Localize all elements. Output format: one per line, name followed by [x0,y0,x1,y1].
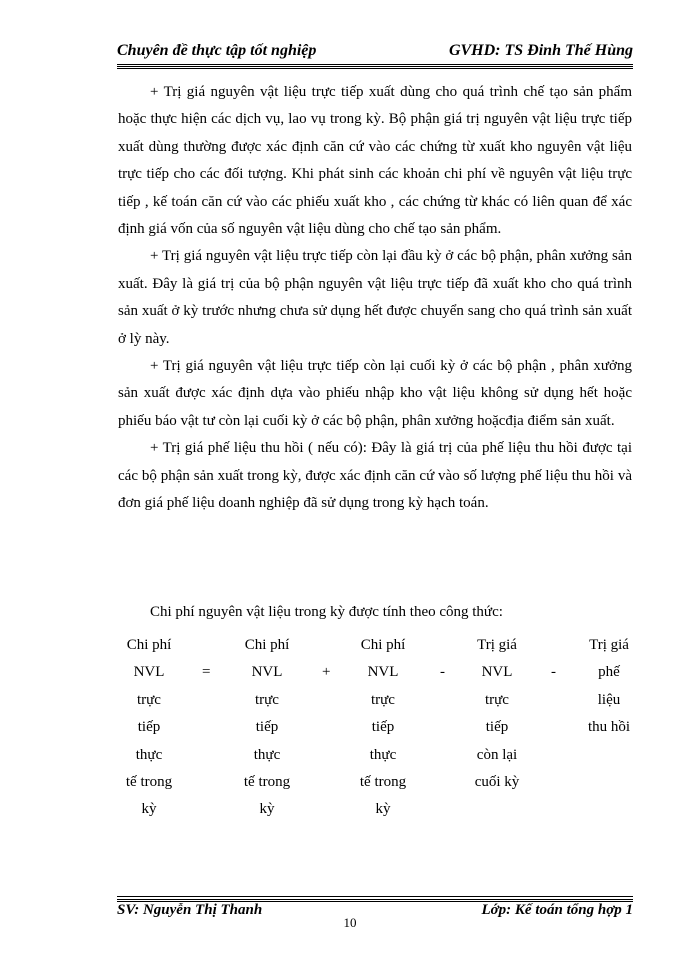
formula-intro: Chi phí nguyên vật liệu trong kỳ được tính theo công thức: [150,604,503,620]
term-line: NVL [133,664,165,681]
paragraph: + Trị giá phế liệu thu hồi ( nếu có): Đây là giá trị của phế liệu thu hồi được tại các bộ phận sản xuất trong kỳ, được xác định căn cứ vào số lượng phế liệu thu hồi và đơn giá phế liệu doanh nghiệp đã sử dụng trong kỳ hạch toán. [118,440,632,512]
header-title: Chuyên đề thực tập tốt nghiệp [117,42,317,59]
term-line: trực [371,691,395,708]
term-line: trực [255,691,279,708]
term-line: tế trong [359,774,407,791]
term-line: Chi phí [360,637,406,653]
term-line: thực [369,746,397,763]
term-line: Chi phí [126,637,172,653]
operator-minus: - [440,664,445,680]
term-line: liệu [597,691,621,708]
header-rule-thin [117,68,633,69]
term-line: tiếp [371,719,395,736]
term-line: Trị giá [589,637,629,653]
operator-equals: = [202,664,211,680]
header-rule [117,64,633,67]
formula-term-remaining [466,632,528,796]
page-header [117,42,633,64]
page-number: 10 [343,915,357,930]
term-line: cuối kỳ [474,774,520,791]
term-line: NVL [367,664,399,681]
operator-plus: + [322,664,331,680]
term-line: thu hồi [587,719,631,736]
footer-rule-thin [117,896,633,897]
term-line: tế trong [243,774,291,791]
term-line: còn lại [476,746,518,763]
term-line: kỳ [141,801,157,818]
term-line: tiếp [255,719,279,736]
term-line: thực [253,746,281,763]
term-line: kỳ [375,801,391,818]
term-line: tế trong [125,774,173,791]
term-line: NVL [481,664,513,681]
term-line: thực [135,746,163,763]
term-line: trực [137,691,161,708]
paragraph: + Trị giá nguyên vật liệu trực tiếp còn lại đầu kỳ ở các bộ phận, phân xưởng sản xuất. Đây là giá trị của bộ phận nguyên vật liệu trực tiếp đã xuất kho cho quá trình sản xuất ở kỳ trước nhưng chưa sử dụng hết được chuyển sang cho quá trình sản xuất ở lỳ này. [118,248,632,347]
formula-term-scrap [578,632,640,742]
paragraph: + Trị giá nguyên vật liệu trực tiếp còn lại cuối kỳ ở các bộ phận , phân xưởng sản xuất được xác định dựa vào phiếu nhập kho vật liệu không sử dụng hết hoặc phiếu báo vật tư còn lại cuối kỳ ở các bộ phận, phân xưởng hoặcđịa điểm sản xuất. [118,358,632,429]
paragraph: + Trị giá nguyên vật liệu trực tiếp xuất dùng cho quá trình chế tạo sản phẩm hoặc thực hiện các dịch vụ, lao vụ trong kỳ. Bộ phận giá trị nguyên vật liệu trực tiếp xuất dùng thường được xác định căn cứ vào các chứng từ xuất kho nguyên vật liệu trực tiếp cho các đối tượng. Khi phát sinh các khoản chi phí về nguyên vật liệu trực tiếp , kế toán căn cứ vào các phiếu xuất kho , các chứng từ khác có liên quan để xác định giá vốn của số nguyên vật liệu dùng cho chế tạo sản phẩm. [118,84,632,238]
term-line: tiếp [485,719,509,736]
formula-term-3 [352,632,414,824]
header-supervisor: GVHD: TS Đinh Thế Hùng [448,42,633,59]
term-line: Trị giá [477,637,517,653]
formula-term-2 [236,632,298,824]
operator-minus: - [551,664,556,680]
body-text [118,79,632,518]
term-line: NVL [251,664,283,681]
term-line: phế [598,664,620,681]
footer-class: Lớp: Kế toán tổng hợp 1 [481,902,633,918]
term-line: trực [485,691,509,708]
footer-student: SV: Nguyễn Thị Thanh [117,902,263,918]
term-line: tiếp [137,719,161,736]
term-line: kỳ [259,801,275,818]
formula-term-actual-cost [120,632,178,824]
term-line: Chi phí [244,637,290,653]
